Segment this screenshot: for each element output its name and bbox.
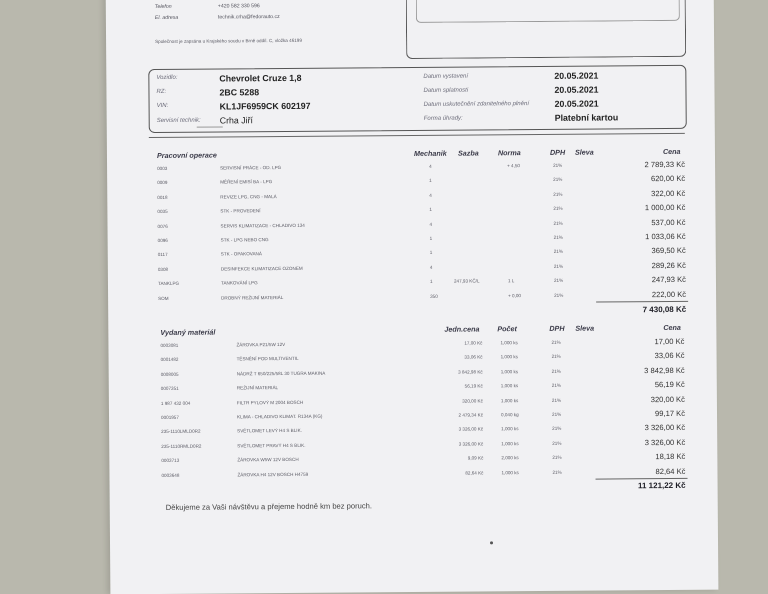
material-row-unit-price: 3 326,00 Kč xyxy=(458,426,484,433)
material-row-price: 99,17 Kč xyxy=(654,408,686,419)
material-row-description: SVĚTLOMET LEVÝ H4 S BLIK. xyxy=(237,428,302,434)
work-row-vat: 21% xyxy=(553,162,563,168)
work-row-vat: 21% xyxy=(553,191,563,197)
due-date-label: Datum splatnosti xyxy=(423,87,469,94)
material-row-description: NÁDRŽ T 650/225/58L 30 TUGRA MAKINA xyxy=(236,370,326,377)
vehicle-rz-label: RZ: xyxy=(156,88,167,96)
work-row-price: 1 000,00 Kč xyxy=(644,203,686,213)
material-row-quantity: 1,000 ks xyxy=(500,397,519,403)
work-row-code: 0009 xyxy=(157,180,168,186)
vehicle-rz: 2BC 5288 xyxy=(219,87,260,98)
work-row-code: 0076 xyxy=(157,223,168,229)
work-row-vat: 21% xyxy=(554,292,564,298)
material-row-code: 0003081 xyxy=(160,342,179,348)
material-row-price: 17,00 Kč xyxy=(654,336,685,347)
work-subtotal: 7 430,08 Kč xyxy=(642,304,687,315)
invoice-page xyxy=(106,0,719,594)
work-row-price: 222,00 Kč xyxy=(651,289,687,299)
material-row-description: TĚSNĚNÍ POD MULTIVENTIL xyxy=(236,356,299,362)
materials-subtotal: 11 121,22 Kč xyxy=(637,480,686,491)
work-row-price: 289,26 Kč xyxy=(651,260,686,270)
issued-date-label: Datum vystavení xyxy=(423,73,469,80)
material-row-price: 3 326,00 Kč xyxy=(644,437,686,447)
work-row-price: 369,50 Kč xyxy=(651,246,686,256)
work-row-price: 620,00 Kč xyxy=(650,174,686,184)
material-row-unit-price: 56,19 Kč xyxy=(464,383,483,389)
work-col-price: Cena xyxy=(662,146,681,157)
material-row-quantity: 1,000 ks xyxy=(500,383,519,389)
material-row-vat: 21% xyxy=(552,426,562,432)
work-row-price: 247,93 Kč xyxy=(651,275,686,285)
material-row-unit-price: 3 326,00 Kč xyxy=(458,441,484,447)
work-row-mechanic: 4 xyxy=(429,163,432,169)
materials-col-price: Cena xyxy=(663,322,681,333)
vehicle-vin-label: VIN: xyxy=(156,102,169,110)
material-row-code: 0001482 xyxy=(160,357,179,363)
work-title: Pracovní operace xyxy=(156,150,217,160)
work-row-code: 0035 xyxy=(157,209,168,215)
material-row-code: 0008005 xyxy=(160,371,179,377)
due-date: 20.05.2021 xyxy=(554,84,599,95)
material-row-vat: 21% xyxy=(551,383,562,389)
section-divider xyxy=(149,133,685,138)
material-row-vat: 21% xyxy=(552,440,562,446)
materials-subtotal-rule xyxy=(596,478,688,480)
work-row-norm: + 4,50 xyxy=(507,163,520,169)
email-label: El. adresa xyxy=(154,14,179,22)
materials-col-discount: Sleva xyxy=(575,323,595,333)
work-row-code: 0308 xyxy=(157,266,169,272)
material-row-price: 320,00 Kč xyxy=(650,394,685,404)
material-row-price: 3 842,98 Kč xyxy=(644,365,685,375)
customer-inner-box xyxy=(416,0,680,23)
work-row-price: 1 033,06 Kč xyxy=(645,231,686,242)
taxable-date-label: Datum uskutečnění zdanitelného plnění xyxy=(423,101,530,108)
work-row-vat: 21% xyxy=(553,234,563,240)
work-row-vat: 21% xyxy=(553,220,563,226)
material-row-unit-price: 9,09 Kč xyxy=(467,455,484,461)
work-row-price: 537,00 Kč xyxy=(651,217,686,227)
materials-col-vat: DPH xyxy=(549,323,565,333)
work-row-vat: 21% xyxy=(553,278,564,284)
work-row-description: STK - LPG NEBO CNG xyxy=(220,237,269,243)
work-row-code: TANKLPG xyxy=(157,281,180,287)
work-row-mechanic: 1 xyxy=(429,279,433,285)
issued-date: 20.05.2021 xyxy=(554,70,599,81)
material-row-code: 0007351 xyxy=(160,386,179,392)
material-row-code: 0001957 xyxy=(161,414,179,420)
work-col-norm: Norma xyxy=(497,148,521,158)
work-row-mechanic: 1 xyxy=(429,250,433,256)
work-row-description: STK - PROVEDENÍ xyxy=(220,208,261,214)
material-row-price: 3 326,00 Kč xyxy=(644,423,686,433)
payment-method: Platební kartou xyxy=(554,112,619,123)
material-row-price: 56,19 Kč xyxy=(654,380,685,390)
stray-mark xyxy=(490,541,493,544)
material-row-quantity: 2,000 ks xyxy=(501,455,519,461)
phone-label: Telefon xyxy=(154,3,172,11)
work-row-code: SOM xyxy=(158,295,169,301)
work-row-mechanic: 4 xyxy=(429,192,432,198)
material-row-vat: 21% xyxy=(551,368,561,374)
material-row-unit-price: 33,06 Kč xyxy=(464,354,483,360)
material-row-quantity: 0,040 kg xyxy=(500,412,519,418)
registry-note: Společnost je zapsána u Krajského soudu v Brně oddíl. C, vložka 46199 xyxy=(155,37,302,45)
material-row-code: 0003713 xyxy=(161,458,180,464)
work-row-description: DROBNÝ REŽIJNÍ MATERIÁL xyxy=(221,294,284,301)
work-row-description: REVIZE LPG, CNG - MALÁ xyxy=(220,193,277,200)
materials-title: Vydaný materiál xyxy=(160,327,216,337)
work-row-rate: 247,93 KČ/L xyxy=(453,278,480,284)
work-col-discount: Sleva xyxy=(574,147,594,157)
work-row-description: SERVISNÍ PRÁCE - OD. LPG xyxy=(220,165,282,171)
work-row-mechanic: 4 xyxy=(429,221,433,227)
material-row-unit-price: 3 842,98 Kč xyxy=(458,369,483,375)
work-col-rate: Sazba xyxy=(457,148,479,158)
material-row-code: 235-1110RMLD0R2 xyxy=(161,443,202,449)
material-row-price: 18,18 Kč xyxy=(655,452,686,462)
work-row-vat: 21% xyxy=(553,177,563,183)
vehicle-model-label: Vozidlo: xyxy=(156,74,178,82)
service-tech-label: Servisní technik: xyxy=(156,117,201,124)
payment-method-label: Forma úhrady: xyxy=(423,115,463,122)
materials-col-qty: Počet xyxy=(497,324,517,334)
vehicle-vin: KL1JF6959CK 602197 xyxy=(219,100,311,112)
material-row-description: ŽÁROVKA H4 12V BOSCH H4759 xyxy=(237,471,309,477)
material-row-description: SVĚTLOMET PRAVÝ H4 S BLIK. xyxy=(237,442,306,449)
material-row-quantity: 1,000 ks xyxy=(501,440,519,447)
material-row-quantity: 1,000 ks xyxy=(500,354,518,360)
material-row-code: 1 987 432 004 xyxy=(160,400,191,406)
material-row-description: ŽÁROVKA W5W 12V BOSCH xyxy=(237,457,299,463)
material-row-code: 235-1110LMLD0R2 xyxy=(161,429,201,435)
work-col-vat: DPH xyxy=(549,147,566,157)
work-row-mechanic: 1 xyxy=(429,178,432,184)
material-row-vat: 21% xyxy=(551,339,561,345)
phone-value: +420 582 330 596 xyxy=(217,3,260,10)
work-row-vat: 21% xyxy=(553,263,564,269)
work-row-price: 2 789,33 Kč xyxy=(644,159,686,170)
material-row-description: FILTR PYLOVÝ M 2004 BOSCH xyxy=(236,399,304,405)
work-row-mechanic: 1 xyxy=(429,235,433,241)
email-value: technik.crha@fedorauto.cz xyxy=(217,14,280,21)
material-row-price: 33,06 Kč xyxy=(654,351,685,361)
work-row-mechanic: 1 xyxy=(429,207,432,213)
material-row-unit-price: 2 479,34 Kč xyxy=(458,412,484,418)
material-row-vat: 21% xyxy=(552,469,562,475)
thank-you-note: Děkujeme za Vaši návštěvu a přejeme hodně km bez poruch. xyxy=(165,501,373,512)
work-row-code: 0117 xyxy=(157,252,168,258)
work-row-vat: 21% xyxy=(553,206,563,212)
work-row-description: MĚŘENÍ EMISÍ BA - LPG xyxy=(220,179,273,185)
material-row-description: ŽÁROVKA P21/5W 12V xyxy=(236,341,286,348)
work-subtotal-rule xyxy=(596,301,688,303)
material-row-unit-price: 17,00 Kč xyxy=(464,340,483,346)
material-row-price: 82,64 Kč xyxy=(655,466,686,476)
work-row-description: DESINFEKCE KLIMATIZACE OZONEM xyxy=(220,265,303,272)
material-row-description: KLIMA - CHLADIVO KLIMAT. R134A (KG) xyxy=(237,413,323,420)
material-row-unit-price: 82,64 Kč xyxy=(465,470,484,476)
material-row-quantity: 1,000 ks xyxy=(500,340,518,346)
material-row-code: 0003648 xyxy=(161,472,180,478)
work-row-description: STK - OPAKOVANÁ xyxy=(220,251,262,257)
material-row-description: REŽIJNÍ MATERIÁL xyxy=(236,385,279,391)
work-row-vat: 21% xyxy=(553,249,563,255)
work-row-norm: + 0,00 xyxy=(508,292,522,298)
material-row-quantity: 1,000 ks xyxy=(501,469,519,475)
material-row-vat: 21% xyxy=(551,354,561,360)
work-row-mechanic: 350 xyxy=(430,293,438,299)
work-row-code: 0096 xyxy=(157,237,168,243)
work-col-mechanic: Mechanik xyxy=(413,148,447,158)
work-row-mechanic: 4 xyxy=(429,264,433,270)
work-row-code: 0018 xyxy=(157,194,168,200)
material-row-quantity: 1,000 ks xyxy=(500,368,519,375)
vehicle-model: Chevrolet Cruze 1,8 xyxy=(219,72,302,84)
material-row-vat: 21% xyxy=(552,455,562,461)
work-row-code: 0003 xyxy=(157,165,168,171)
service-tech: Crha Jiří xyxy=(219,115,253,126)
work-row-norm: 1 L xyxy=(507,278,515,284)
work-row-description: SERVIS KLIMATIZACE - CHLADIVO 134 xyxy=(220,222,305,229)
material-row-vat: 21% xyxy=(551,411,562,417)
work-row-price: 322,00 Kč xyxy=(651,188,686,198)
material-row-unit-price: 320,00 Kč xyxy=(462,398,483,404)
material-row-quantity: 1,000 ks xyxy=(501,426,519,432)
material-row-vat: 21% xyxy=(551,397,562,403)
materials-col-unit: Jedn.cena xyxy=(444,324,480,334)
taxable-date: 20.05.2021 xyxy=(554,98,599,109)
work-row-description: TANKOVÁNÍ LPG xyxy=(220,280,258,286)
